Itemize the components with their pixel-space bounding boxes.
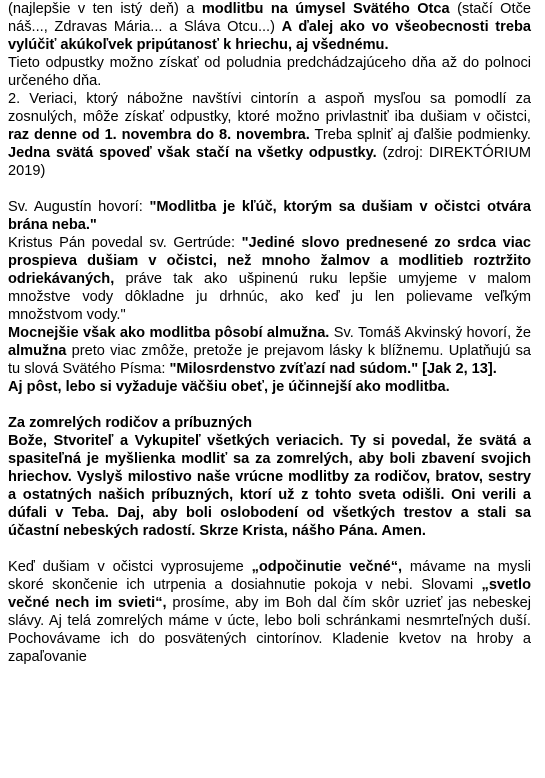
prayer-paragraph [8,432,531,540]
time-window-paragraph [8,54,531,90]
blank-line [8,180,531,198]
blank-line [8,396,531,414]
bold-run: „odpočinutie večné“, [251,559,403,575]
text-run: preto viac zmôže, pretože je prejavom lásky k blížnemu. Uplatňujú sa tu slová Svätého Písma: [8,343,531,377]
text-run: Keď dušiam v očistci vyprosujeme [8,559,252,575]
heading-text: Za zomrelých rodičov a príbuzných [8,415,253,431]
text-run: 2. Veriaci, ktorý nábožne navštívi cintorín a aspoň mysľou sa pomodlí za zosnulých, môže získať odpustky, ktoré možno privlastniť iba dušiam v očistci, [8,91,531,125]
bold-run: "Modlitba je kľúč, ktorým sa dušiam v očistci otvára brána neba." [8,199,531,233]
bold-run: Mocnejšie však ako modlitba pôsobí almužna. [8,325,330,341]
source-note: (zdroj: DIREKTÓRIUM 2019) [8,145,532,179]
section-heading [8,414,531,432]
blank-line [8,540,531,558]
document-body [8,0,531,666]
indulgence-conditions-paragraph [8,0,531,54]
gertrude-quote-paragraph [8,234,531,324]
bold-run: A ďalej ako vo všeobecnosti treba vylúčiť akúkoľvek pripútanosť k hriechu, aj všednému. [8,19,531,53]
fasting-paragraph [8,378,531,396]
text-run: Sv. Augustín hovorí: [8,199,150,215]
text-run: Sv. Tomáš Akvinský hovorí, že [329,325,531,341]
text-run: prosíme, aby im Boh dal čím skôr uzrieť jas nebeskej slávy. Aj telá zomrelých máme v úcte, lebo boli schránkami nesmrteľných duší. Pochovávame ich do posvätených cintorínov. Kladenie kvetov na hroby a zapaľovanie [8,595,531,665]
text-run: (stačí Otče náš..., Zdravas Mária... a Sláva Otcu...) [8,1,532,35]
augustine-quote-paragraph [8,198,531,234]
text-run: Kristus Pán povedal sv. Gertrúde: [8,235,242,251]
text-run: mávame na mysli skoré skončenie ich utrpenia a dosiahnutie pokoja v nebi. Slovami [8,559,532,593]
text-run: Treba splniť aj ďalšie podmienky. [309,127,531,143]
prayer-text: Bože, Stvoriteľ a Vykupiteľ všetkých veriacich. Ty si povedal, že svätá a spasiteľná je myšlienka modliť sa za zomrelých, aby boli zbavení svojich hriechov. Vyslyš milostivo naše vrúcne modlitby za rodičov, bratov, sestry a ostatných našich príbuzných, ktorí už z tohto sveta odišli. Oni verili a dúfali v Teba. Daj, aby boli oslobodení od všetkých trestov a stali sa účastní nebeských radostí. Skrze Krista, nášho Pána. Amen. [8,433,531,539]
bold-run: Aj pôst, lebo si vyžaduje väčšiu obeť, je účinnejší ako modlitba. [8,379,450,395]
bold-run: „svetlo večné nech im svieti“, [8,577,531,611]
cemetery-visit-paragraph [8,90,531,180]
bold-run: modlitbu na úmysel Svätého Otca [201,1,450,17]
bold-run: Jedna svätá spoveď však stačí na všetky odpustky. [8,145,377,161]
bold-run: "Jediné slovo prednesené zo srdca viac prospieva dušiam v očistci, než mnoho žalmov a modlitieb roztržito odriekávaných, [8,235,531,287]
text-run: práve tak ako ušpinenú ruku lepšie umyjeme v malom množstve vody dôkladne ju drhnúc, ako keď ju len polievame veľkým množstvom vody." [8,271,531,323]
bold-run: raz denne od 1. novembra do 8. novembra. [8,127,310,143]
eternal-rest-paragraph [8,558,531,666]
almsgiving-paragraph [8,324,531,378]
text-run: (najlepšie v ten istý deň) a [8,1,202,17]
bold-run: "Milosrdenstvo zvíťazí nad súdom." [Jak 2, 13]. [169,361,497,377]
bold-run: almužna [8,343,67,359]
text-run: Tieto odpustky možno získať od poludnia predchádzajúceho dňa až do polnoci určeného dňa. [8,55,531,89]
